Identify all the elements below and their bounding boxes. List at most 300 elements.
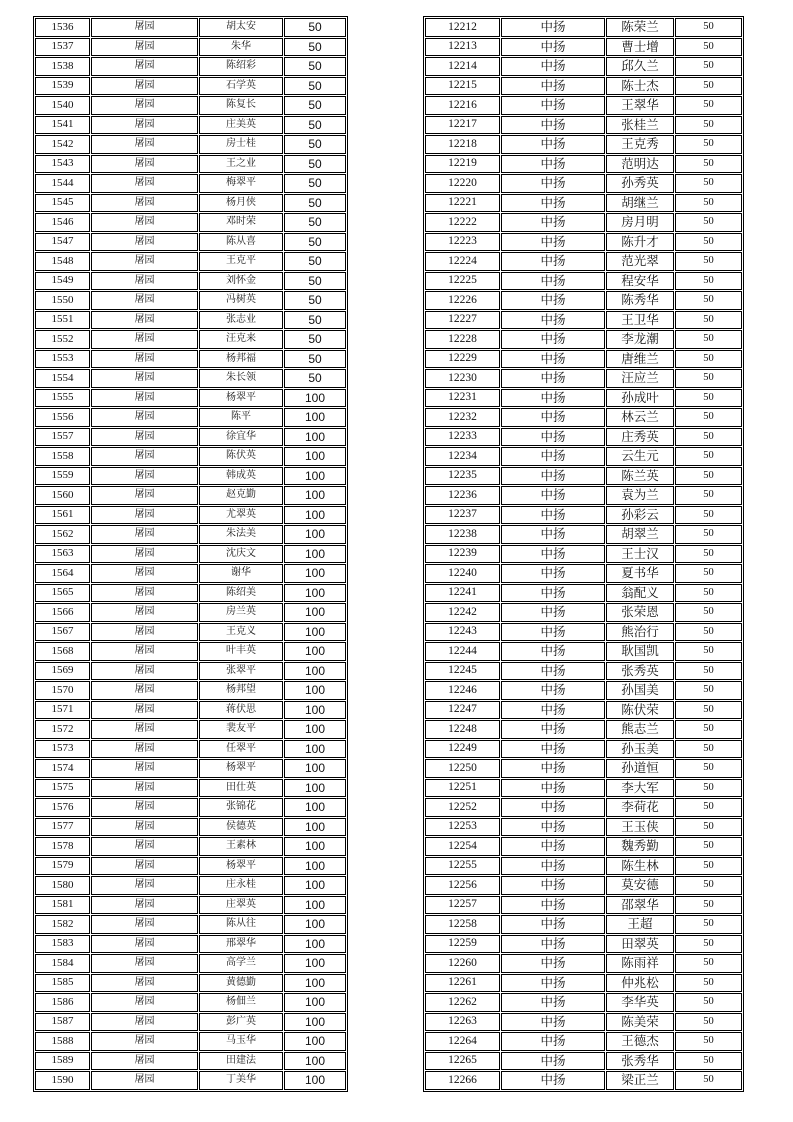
cell-name: 陈平 bbox=[199, 408, 283, 427]
cell-value: 50 bbox=[675, 18, 742, 37]
cell-id: 1548 bbox=[35, 252, 90, 271]
cell-name: 王克秀 bbox=[606, 135, 674, 154]
table-row bbox=[35, 506, 346, 525]
table-row bbox=[35, 837, 346, 856]
cell-value: 50 bbox=[675, 194, 742, 213]
cell-name: 陈兰英 bbox=[606, 467, 674, 486]
table-row bbox=[35, 116, 346, 135]
table-row bbox=[35, 779, 346, 798]
cell-value: 50 bbox=[284, 311, 346, 330]
cell-town: 中扬 bbox=[501, 135, 605, 154]
cell-town: 屠园 bbox=[91, 564, 198, 583]
cell-value: 100 bbox=[284, 603, 346, 622]
cell-name: 陈复长 bbox=[199, 96, 283, 115]
cell-town: 屠园 bbox=[91, 701, 198, 720]
cell-town: 中扬 bbox=[501, 1032, 605, 1051]
cell-id: 12224 bbox=[425, 252, 500, 271]
cell-name: 王德杰 bbox=[606, 1032, 674, 1051]
table-row bbox=[35, 915, 346, 934]
cell-id: 1539 bbox=[35, 77, 90, 96]
cell-value: 50 bbox=[675, 135, 742, 154]
cell-town: 中扬 bbox=[501, 213, 605, 232]
cell-town: 屠园 bbox=[91, 759, 198, 778]
cell-town: 屠园 bbox=[91, 311, 198, 330]
cell-name: 熊治行 bbox=[606, 623, 674, 642]
table-row bbox=[425, 447, 742, 466]
roster-table-right bbox=[423, 16, 744, 1092]
cell-id: 12212 bbox=[425, 18, 500, 37]
cell-town: 屠园 bbox=[91, 1071, 198, 1090]
table-row bbox=[35, 525, 346, 544]
cell-id: 12213 bbox=[425, 38, 500, 57]
cell-town: 中扬 bbox=[501, 954, 605, 973]
cell-town: 中扬 bbox=[501, 681, 605, 700]
cell-value: 50 bbox=[675, 408, 742, 427]
cell-id: 12250 bbox=[425, 759, 500, 778]
cell-name: 邵翠华 bbox=[606, 896, 674, 915]
cell-name: 杨翠平 bbox=[199, 389, 283, 408]
cell-town: 屠园 bbox=[91, 974, 198, 993]
table-row bbox=[35, 135, 346, 154]
cell-town: 屠园 bbox=[91, 369, 198, 388]
cell-name: 程安华 bbox=[606, 272, 674, 291]
table-row bbox=[425, 1013, 742, 1032]
cell-id: 12223 bbox=[425, 233, 500, 252]
cell-town: 中扬 bbox=[501, 1052, 605, 1071]
cell-value: 50 bbox=[675, 1013, 742, 1032]
table-row bbox=[425, 428, 742, 447]
cell-name: 赵克勤 bbox=[199, 486, 283, 505]
cell-value: 50 bbox=[675, 974, 742, 993]
cell-id: 1584 bbox=[35, 954, 90, 973]
cell-id: 1540 bbox=[35, 96, 90, 115]
cell-id: 1576 bbox=[35, 798, 90, 817]
cell-value: 100 bbox=[284, 506, 346, 525]
table-row bbox=[425, 213, 742, 232]
cell-id: 12221 bbox=[425, 194, 500, 213]
table-row bbox=[35, 720, 346, 739]
cell-town: 屠园 bbox=[91, 174, 198, 193]
cell-name: 孙国美 bbox=[606, 681, 674, 700]
cell-town: 屠园 bbox=[91, 467, 198, 486]
cell-id: 1588 bbox=[35, 1032, 90, 1051]
cell-town: 中扬 bbox=[501, 291, 605, 310]
cell-town: 屠园 bbox=[91, 389, 198, 408]
table-row bbox=[425, 77, 742, 96]
cell-town: 中扬 bbox=[501, 57, 605, 76]
cell-value: 50 bbox=[675, 174, 742, 193]
cell-id: 1566 bbox=[35, 603, 90, 622]
cell-town: 中扬 bbox=[501, 408, 605, 427]
cell-id: 12229 bbox=[425, 350, 500, 369]
cell-name: 张荣恩 bbox=[606, 603, 674, 622]
table-row bbox=[425, 720, 742, 739]
cell-id: 12215 bbox=[425, 77, 500, 96]
cell-name: 杨月侠 bbox=[199, 194, 283, 213]
cell-id: 12252 bbox=[425, 798, 500, 817]
cell-id: 12265 bbox=[425, 1052, 500, 1071]
cell-town: 屠园 bbox=[91, 837, 198, 856]
table-row bbox=[35, 584, 346, 603]
cell-town: 中扬 bbox=[501, 837, 605, 856]
cell-value: 50 bbox=[284, 194, 346, 213]
cell-id: 12260 bbox=[425, 954, 500, 973]
table-row bbox=[35, 252, 346, 271]
cell-id: 12214 bbox=[425, 57, 500, 76]
cell-value: 100 bbox=[284, 876, 346, 895]
cell-value: 50 bbox=[675, 701, 742, 720]
cell-town: 屠园 bbox=[91, 1052, 198, 1071]
cell-name: 庄秀英 bbox=[606, 428, 674, 447]
table-row bbox=[35, 662, 346, 681]
cell-name: 尤翠英 bbox=[199, 506, 283, 525]
cell-id: 1579 bbox=[35, 857, 90, 876]
table-row bbox=[35, 545, 346, 564]
cell-value: 50 bbox=[675, 935, 742, 954]
cell-id: 12259 bbox=[425, 935, 500, 954]
cell-town: 中扬 bbox=[501, 857, 605, 876]
table-row bbox=[35, 77, 346, 96]
cell-id: 1542 bbox=[35, 135, 90, 154]
cell-value: 100 bbox=[284, 564, 346, 583]
table-row bbox=[425, 642, 742, 661]
cell-value: 50 bbox=[675, 428, 742, 447]
cell-value: 100 bbox=[284, 389, 346, 408]
cell-name: 曹士增 bbox=[606, 38, 674, 57]
cell-name: 朱法美 bbox=[199, 525, 283, 544]
cell-value: 100 bbox=[284, 720, 346, 739]
cell-town: 中扬 bbox=[501, 584, 605, 603]
cell-name: 仲兆松 bbox=[606, 974, 674, 993]
cell-name: 孙彩云 bbox=[606, 506, 674, 525]
cell-id: 1552 bbox=[35, 330, 90, 349]
cell-id: 1575 bbox=[35, 779, 90, 798]
table-row bbox=[35, 974, 346, 993]
cell-value: 50 bbox=[675, 38, 742, 57]
cell-town: 屠园 bbox=[91, 603, 198, 622]
cell-town: 中扬 bbox=[501, 155, 605, 174]
table-row bbox=[425, 1071, 742, 1090]
cell-name: 朱长领 bbox=[199, 369, 283, 388]
cell-town: 中扬 bbox=[501, 38, 605, 57]
cell-town: 屠园 bbox=[91, 720, 198, 739]
cell-value: 50 bbox=[675, 896, 742, 915]
cell-value: 50 bbox=[284, 369, 346, 388]
cell-name: 夏书华 bbox=[606, 564, 674, 583]
cell-town: 屠园 bbox=[91, 506, 198, 525]
table-row bbox=[425, 896, 742, 915]
cell-name: 李荷花 bbox=[606, 798, 674, 817]
cell-name: 陈伏英 bbox=[199, 447, 283, 466]
table-row bbox=[425, 1032, 742, 1051]
cell-value: 50 bbox=[284, 233, 346, 252]
cell-name: 王玉侠 bbox=[606, 818, 674, 837]
table-row bbox=[35, 681, 346, 700]
table-row bbox=[425, 135, 742, 154]
cell-id: 12240 bbox=[425, 564, 500, 583]
cell-id: 1577 bbox=[35, 818, 90, 837]
cell-id: 12217 bbox=[425, 116, 500, 135]
cell-name: 韩成英 bbox=[199, 467, 283, 486]
cell-town: 中扬 bbox=[501, 233, 605, 252]
cell-id: 12241 bbox=[425, 584, 500, 603]
cell-town: 屠园 bbox=[91, 447, 198, 466]
cell-name: 杨邦望 bbox=[199, 681, 283, 700]
cell-value: 100 bbox=[284, 1052, 346, 1071]
cell-id: 12257 bbox=[425, 896, 500, 915]
cell-name: 熊志兰 bbox=[606, 720, 674, 739]
cell-value: 100 bbox=[284, 896, 346, 915]
cell-value: 50 bbox=[675, 486, 742, 505]
cell-value: 100 bbox=[284, 1032, 346, 1051]
cell-town: 屠园 bbox=[91, 662, 198, 681]
cell-town: 屠园 bbox=[91, 1032, 198, 1051]
cell-name: 房兰英 bbox=[199, 603, 283, 622]
table-row bbox=[425, 798, 742, 817]
cell-value: 50 bbox=[675, 662, 742, 681]
cell-name: 梅翠平 bbox=[199, 174, 283, 193]
cell-value: 100 bbox=[284, 798, 346, 817]
cell-name: 陈秀华 bbox=[606, 291, 674, 310]
cell-id: 1578 bbox=[35, 837, 90, 856]
cell-value: 100 bbox=[284, 915, 346, 934]
cell-name: 马玉华 bbox=[199, 1032, 283, 1051]
cell-id: 12222 bbox=[425, 213, 500, 232]
cell-id: 1567 bbox=[35, 623, 90, 642]
cell-value: 100 bbox=[284, 974, 346, 993]
cell-town: 中扬 bbox=[501, 818, 605, 837]
cell-town: 屠园 bbox=[91, 876, 198, 895]
cell-id: 1538 bbox=[35, 57, 90, 76]
roster-table-right-body bbox=[425, 18, 742, 1090]
cell-value: 50 bbox=[284, 96, 346, 115]
cell-value: 50 bbox=[675, 311, 742, 330]
cell-value: 50 bbox=[675, 350, 742, 369]
cell-name: 刘怀金 bbox=[199, 272, 283, 291]
cell-id: 1550 bbox=[35, 291, 90, 310]
cell-name: 黄德勤 bbox=[199, 974, 283, 993]
table-row bbox=[425, 915, 742, 934]
cell-name: 胡继兰 bbox=[606, 194, 674, 213]
table-row bbox=[35, 486, 346, 505]
cell-value: 50 bbox=[675, 915, 742, 934]
cell-id: 12238 bbox=[425, 525, 500, 544]
cell-town: 中扬 bbox=[501, 603, 605, 622]
cell-town: 中扬 bbox=[501, 1013, 605, 1032]
cell-value: 50 bbox=[284, 77, 346, 96]
cell-name: 田仕英 bbox=[199, 779, 283, 798]
table-row bbox=[35, 447, 346, 466]
cell-id: 12253 bbox=[425, 818, 500, 837]
table-row bbox=[425, 545, 742, 564]
cell-value: 100 bbox=[284, 525, 346, 544]
cell-value: 50 bbox=[675, 603, 742, 622]
cell-town: 屠园 bbox=[91, 38, 198, 57]
table-row bbox=[35, 701, 346, 720]
cell-value: 100 bbox=[284, 486, 346, 505]
cell-id: 12249 bbox=[425, 740, 500, 759]
table-row bbox=[425, 369, 742, 388]
cell-id: 12247 bbox=[425, 701, 500, 720]
cell-id: 1544 bbox=[35, 174, 90, 193]
cell-value: 100 bbox=[284, 857, 346, 876]
table-row bbox=[425, 779, 742, 798]
table-row bbox=[425, 272, 742, 291]
cell-id: 12237 bbox=[425, 506, 500, 525]
cell-name: 汪应兰 bbox=[606, 369, 674, 388]
cell-value: 50 bbox=[675, 467, 742, 486]
cell-name: 云生元 bbox=[606, 447, 674, 466]
cell-town: 屠园 bbox=[91, 252, 198, 271]
cell-town: 屠园 bbox=[91, 623, 198, 642]
cell-value: 100 bbox=[284, 467, 346, 486]
table-row bbox=[35, 350, 346, 369]
cell-id: 1557 bbox=[35, 428, 90, 447]
cell-id: 1543 bbox=[35, 155, 90, 174]
cell-value: 50 bbox=[284, 116, 346, 135]
cell-town: 中扬 bbox=[501, 935, 605, 954]
cell-value: 50 bbox=[675, 837, 742, 856]
cell-name: 范光翠 bbox=[606, 252, 674, 271]
table-row bbox=[35, 57, 346, 76]
table-row bbox=[425, 993, 742, 1012]
table-row bbox=[425, 486, 742, 505]
cell-name: 沈庆文 bbox=[199, 545, 283, 564]
cell-value: 50 bbox=[675, 954, 742, 973]
cell-id: 12248 bbox=[425, 720, 500, 739]
cell-name: 冯树英 bbox=[199, 291, 283, 310]
cell-name: 庄永桂 bbox=[199, 876, 283, 895]
cell-name: 王超 bbox=[606, 915, 674, 934]
cell-town: 中扬 bbox=[501, 915, 605, 934]
cell-id: 12218 bbox=[425, 135, 500, 154]
cell-value: 50 bbox=[284, 272, 346, 291]
cell-value: 50 bbox=[675, 564, 742, 583]
cell-name: 耿国凯 bbox=[606, 642, 674, 661]
cell-value: 50 bbox=[675, 1071, 742, 1090]
table-row bbox=[425, 233, 742, 252]
cell-town: 中扬 bbox=[501, 876, 605, 895]
cell-id: 12228 bbox=[425, 330, 500, 349]
cell-id: 1565 bbox=[35, 584, 90, 603]
table-row bbox=[35, 96, 346, 115]
table-row bbox=[35, 155, 346, 174]
cell-value: 50 bbox=[284, 155, 346, 174]
table-row bbox=[425, 467, 742, 486]
cell-town: 中扬 bbox=[501, 389, 605, 408]
cell-town: 中扬 bbox=[501, 330, 605, 349]
cell-value: 50 bbox=[675, 272, 742, 291]
cell-value: 50 bbox=[675, 369, 742, 388]
cell-town: 屠园 bbox=[91, 57, 198, 76]
cell-id: 12264 bbox=[425, 1032, 500, 1051]
cell-name: 王克平 bbox=[199, 252, 283, 271]
cell-id: 1559 bbox=[35, 467, 90, 486]
cell-name: 石学英 bbox=[199, 77, 283, 96]
cell-value: 100 bbox=[284, 837, 346, 856]
table-row bbox=[425, 252, 742, 271]
cell-id: 1587 bbox=[35, 1013, 90, 1032]
cell-town: 中扬 bbox=[501, 701, 605, 720]
cell-town: 中扬 bbox=[501, 974, 605, 993]
cell-value: 100 bbox=[284, 408, 346, 427]
table-row bbox=[425, 662, 742, 681]
cell-name: 陈雨祥 bbox=[606, 954, 674, 973]
table-row bbox=[35, 740, 346, 759]
cell-id: 12235 bbox=[425, 467, 500, 486]
cell-town: 中扬 bbox=[501, 993, 605, 1012]
table-row bbox=[35, 1013, 346, 1032]
cell-id: 1563 bbox=[35, 545, 90, 564]
cell-name: 陈伏荣 bbox=[606, 701, 674, 720]
cell-id: 12231 bbox=[425, 389, 500, 408]
cell-name: 彭广英 bbox=[199, 1013, 283, 1032]
cell-id: 12242 bbox=[425, 603, 500, 622]
cell-name: 王翠华 bbox=[606, 96, 674, 115]
cell-name: 徐宜华 bbox=[199, 428, 283, 447]
cell-town: 屠园 bbox=[91, 740, 198, 759]
table-row bbox=[35, 818, 346, 837]
cell-town: 屠园 bbox=[91, 681, 198, 700]
cell-town: 屠园 bbox=[91, 194, 198, 213]
cell-town: 中扬 bbox=[501, 116, 605, 135]
cell-name: 陈从喜 bbox=[199, 233, 283, 252]
cell-id: 12239 bbox=[425, 545, 500, 564]
cell-name: 胡翠兰 bbox=[606, 525, 674, 544]
cell-town: 中扬 bbox=[501, 623, 605, 642]
cell-name: 陈升才 bbox=[606, 233, 674, 252]
cell-town: 屠园 bbox=[91, 896, 198, 915]
cell-name: 陈生林 bbox=[606, 857, 674, 876]
cell-value: 50 bbox=[675, 642, 742, 661]
cell-town: 屠园 bbox=[91, 857, 198, 876]
cell-value: 50 bbox=[675, 798, 742, 817]
cell-value: 50 bbox=[284, 213, 346, 232]
table-row bbox=[35, 857, 346, 876]
table-row bbox=[425, 155, 742, 174]
cell-name: 王之业 bbox=[199, 155, 283, 174]
table-row bbox=[425, 506, 742, 525]
table-row bbox=[425, 194, 742, 213]
table-row bbox=[425, 330, 742, 349]
cell-name: 唐维兰 bbox=[606, 350, 674, 369]
cell-town: 中扬 bbox=[501, 759, 605, 778]
cell-id: 1547 bbox=[35, 233, 90, 252]
cell-town: 屠园 bbox=[91, 1013, 198, 1032]
cell-name: 陈荣兰 bbox=[606, 18, 674, 37]
cell-value: 50 bbox=[284, 38, 346, 57]
cell-town: 中扬 bbox=[501, 272, 605, 291]
cell-town: 屠园 bbox=[91, 18, 198, 37]
cell-value: 50 bbox=[284, 135, 346, 154]
cell-id: 12251 bbox=[425, 779, 500, 798]
cell-value: 50 bbox=[675, 545, 742, 564]
table-row bbox=[425, 174, 742, 193]
cell-value: 100 bbox=[284, 935, 346, 954]
cell-town: 屠园 bbox=[91, 155, 198, 174]
cell-id: 12256 bbox=[425, 876, 500, 895]
table-row bbox=[425, 701, 742, 720]
cell-name: 田翠英 bbox=[606, 935, 674, 954]
cell-value: 50 bbox=[284, 57, 346, 76]
cell-name: 王素林 bbox=[199, 837, 283, 856]
cell-name: 范明达 bbox=[606, 155, 674, 174]
cell-id: 1551 bbox=[35, 311, 90, 330]
cell-town: 中扬 bbox=[501, 798, 605, 817]
cell-town: 屠园 bbox=[91, 408, 198, 427]
cell-name: 孙道恒 bbox=[606, 759, 674, 778]
table-row bbox=[35, 876, 346, 895]
